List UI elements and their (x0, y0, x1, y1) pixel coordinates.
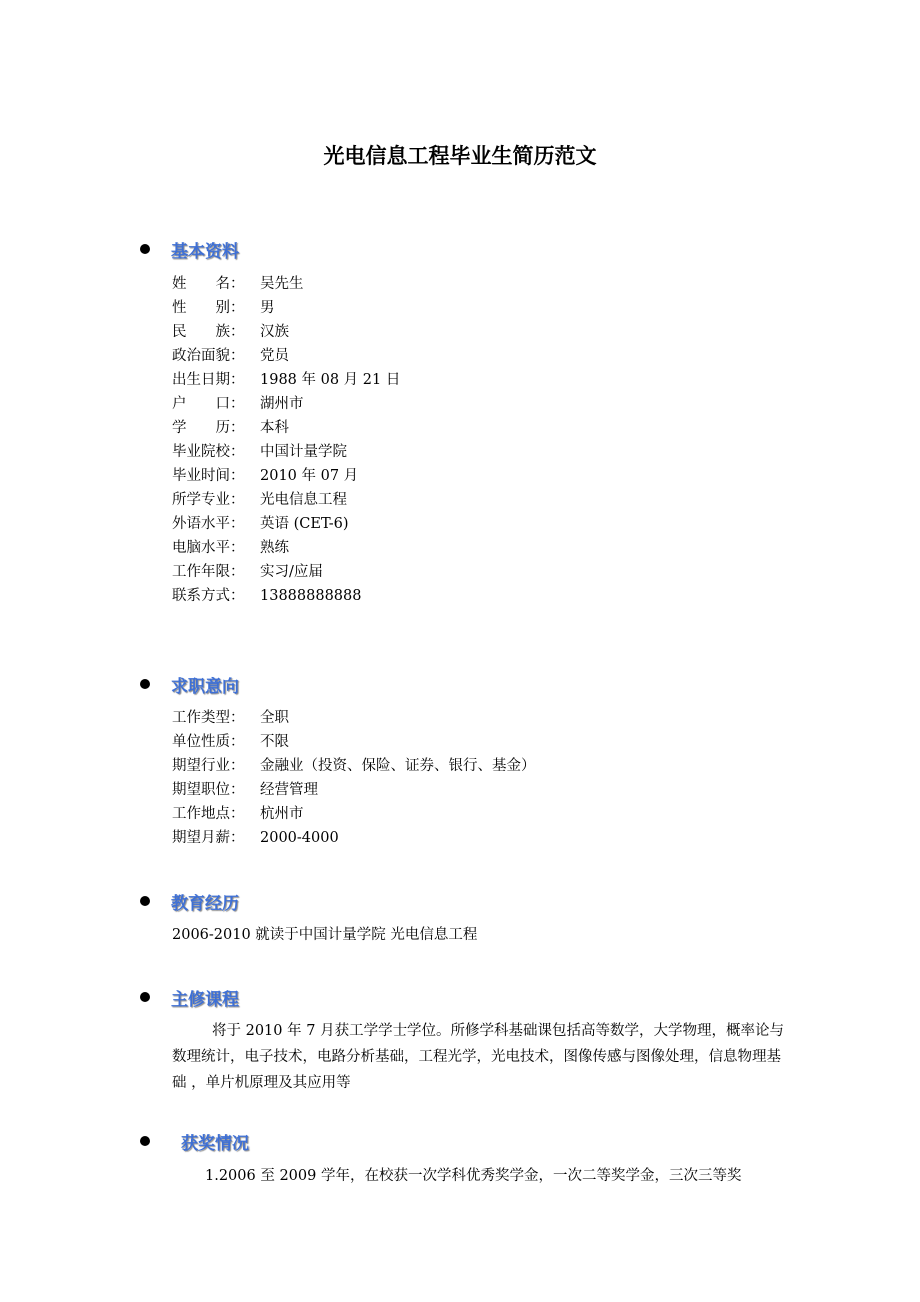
field-label: 期望职位： (172, 782, 245, 798)
section-title-awards: 获奖情况 (181, 1134, 249, 1154)
field-value: 1988 年 08 月 21 日 (260, 372, 401, 388)
bullet-icon (140, 992, 150, 1002)
field-label: 联系方式： (172, 588, 245, 604)
field-label: 学 历： (172, 420, 245, 436)
field-row (172, 802, 536, 826)
section-title-basic: 基本资料 (171, 242, 239, 262)
field-value: 光电信息工程 (260, 492, 347, 508)
field-row (172, 778, 536, 802)
field-row (172, 488, 400, 512)
field-row (172, 272, 400, 296)
field-row (172, 464, 400, 488)
field-label: 性 别： (172, 300, 245, 316)
field-label: 工作地点： (172, 806, 245, 822)
field-value: 湖州市 (260, 396, 304, 412)
field-value: 金融业（投资、保险、证券、银行、基金） (260, 758, 536, 774)
field-label: 政治面貌： (172, 348, 245, 364)
field-row (172, 754, 536, 778)
field-value: 不限 (260, 734, 289, 750)
field-label: 单位性质： (172, 734, 245, 750)
field-value: 13888888888 (260, 588, 362, 604)
field-label: 期望行业： (172, 758, 245, 774)
field-row (172, 536, 400, 560)
field-value: 中国计量学院 (260, 444, 347, 460)
field-value: 全职 (260, 710, 289, 726)
field-row (172, 730, 536, 754)
field-label: 工作年限： (172, 564, 245, 580)
field-label: 电脑水平： (172, 540, 245, 556)
section-title-education: 教育经历 (171, 894, 239, 914)
job-intent-fields (172, 706, 536, 850)
field-row (172, 296, 400, 320)
field-row (172, 560, 400, 584)
field-label: 民 族： (172, 324, 245, 340)
field-value: 汉族 (260, 324, 289, 340)
page-title: 光电信息工程毕业生简历范文 (323, 144, 597, 168)
field-row (172, 826, 536, 850)
field-label: 户 口： (172, 396, 245, 412)
field-row (172, 320, 400, 344)
field-row (172, 584, 400, 608)
field-label: 外语水平： (172, 516, 245, 532)
field-value: 男 (260, 300, 275, 316)
awards-text: 1.2006 至 2009 学年，在校获一次学科优秀奖学金，一次二等奖学金，三次三等奖 (205, 1168, 742, 1184)
field-row (172, 512, 400, 536)
field-value: 经营管理 (260, 782, 318, 798)
bullet-icon (140, 1136, 150, 1146)
field-label: 期望月薪： (172, 830, 245, 846)
bullet-icon (140, 679, 150, 689)
bullet-icon (140, 244, 150, 254)
field-label: 工作类型： (172, 710, 245, 726)
field-label: 姓 名： (172, 276, 245, 292)
field-row (172, 416, 400, 440)
section-title-intent: 求职意向 (171, 677, 239, 697)
field-row (172, 392, 400, 416)
field-label: 毕业院校： (172, 444, 245, 460)
section-title-courses: 主修课程 (171, 990, 239, 1010)
field-row (172, 368, 400, 392)
field-value: 杭州市 (260, 806, 304, 822)
courses-paragraph: 将于 2010 年 7 月获工学学士学位。所修学科基础课包括高等数学，大学物理，概率论与数理统计，电子技术，电路分析基础，工程光学，光电技术，图像传感与图像处理，信息物理基础 ，单片机原理及其应用等 (172, 1023, 785, 1091)
basic-info-fields (172, 272, 400, 608)
field-row (172, 706, 536, 730)
education-text: 2006-2010 就读于中国计量学院 光电信息工程 (172, 927, 478, 943)
field-row (172, 344, 400, 368)
field-value: 吴先生 (260, 276, 304, 292)
field-value: 熟练 (260, 540, 289, 556)
field-value: 2000-4000 (260, 830, 339, 846)
field-value: 党员 (260, 348, 289, 364)
field-row (172, 440, 400, 464)
field-value: 2010 年 07 月 (260, 468, 359, 484)
bullet-icon (140, 896, 150, 906)
field-label: 毕业时间： (172, 468, 245, 484)
field-label: 所学专业： (172, 492, 245, 508)
field-value: 实习/应届 (260, 564, 323, 580)
field-value: 英语 (CET-6) (260, 516, 349, 532)
field-value: 本科 (260, 420, 289, 436)
field-label: 出生日期： (172, 372, 245, 388)
